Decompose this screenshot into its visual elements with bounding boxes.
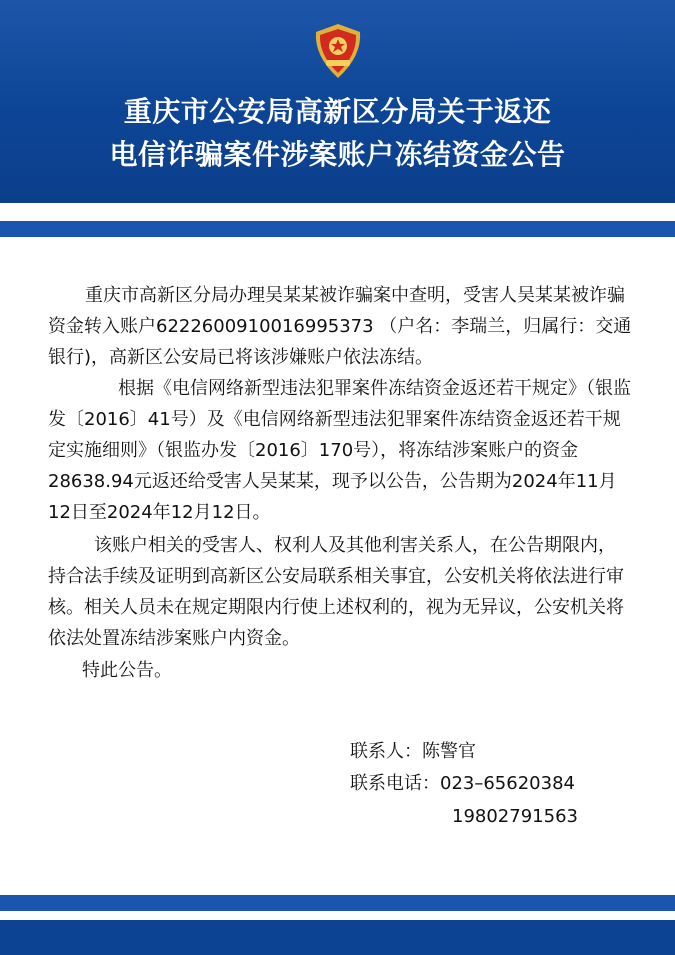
footer-stripe (0, 895, 675, 911)
footer-divider (0, 911, 675, 920)
paragraph-case-details: 重庆市高新区分局办理吴某某被诈骗案中查明，受害人吴某某被诈骗资金转入账户6222600910016995373 （户名：李瑞兰，归属行：交通银行)，高新区公安局已将该涉嫌账户依法冻结。 (48, 285, 632, 368)
notice-title-line-1: 重庆市公安局高新区分局关于返还 (123, 95, 552, 128)
paragraph-legal-basis: 根据《电信网络新型违法犯罪案件冻结资金返还若干规定》（银监发〔2016〕41号）及《电信网络新型违法犯罪案件冻结资金返还若干规定实施细则》（银监办发〔2016〕170号），将冻结涉案账户的资金28638.94元返还给受害人吴某某，现予以公告，公告期为2024年11月12日至2024年12月12日。 (48, 378, 631, 523)
header-stripe (0, 221, 675, 237)
police-emblem-icon (310, 22, 366, 80)
contact-person: 联系人：陈警官 (350, 741, 476, 762)
paragraph-claim-instructions: 该账户相关的受害人、权利人及其他利害关系人，在公告期限内，持合法手续及证明到高新区公安局联系相关事宜，公安机关将依法进行审核。相关人员未在规定期限内行使上述权利的，视为无异议，公安机关将依法处置冻结涉案账户内资金。 (48, 535, 624, 649)
paragraph-closing: 特此公告。 (82, 660, 172, 681)
notice-title-line-2: 电信诈骗案件涉案账户冻结资金公告 (109, 138, 566, 171)
header-divider (0, 203, 675, 221)
contact-phone-2: 19802791563 (452, 806, 578, 827)
header-banner (0, 0, 675, 203)
contact-phone: 联系电话：023–65620384 (350, 773, 575, 794)
footer-bar (0, 920, 675, 955)
